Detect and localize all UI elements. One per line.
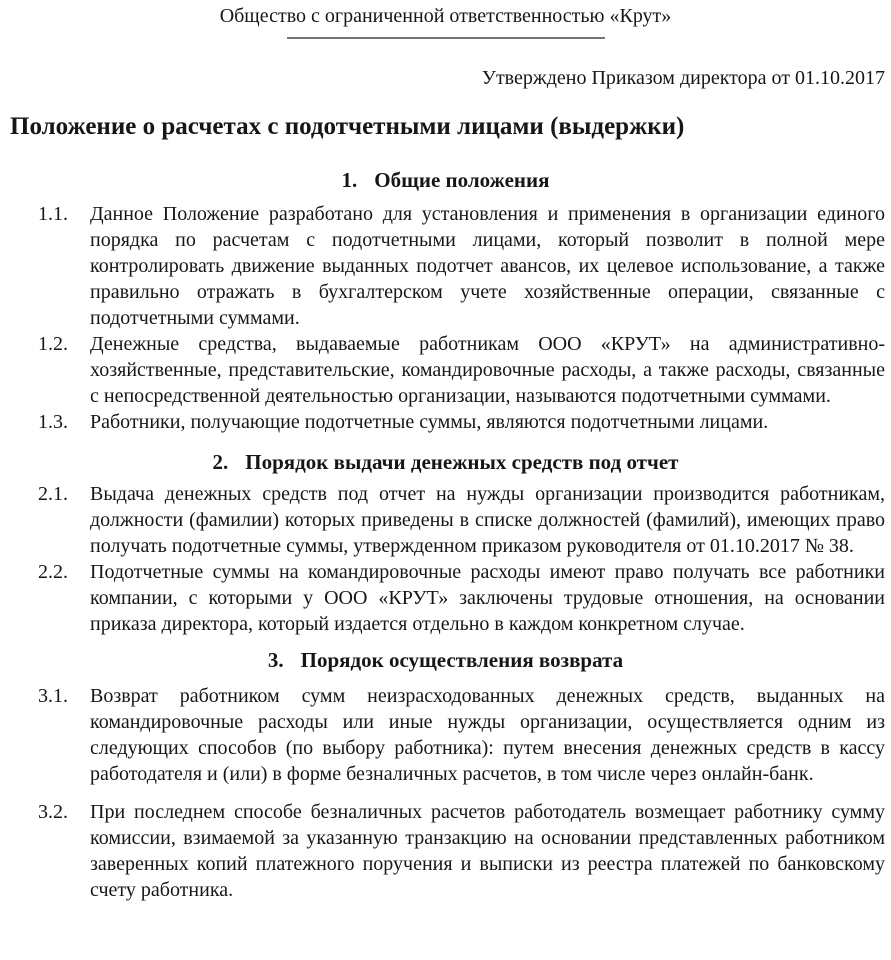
clause-3-1-number: 3.1. — [38, 685, 68, 707]
section-3-number: 3. — [267, 648, 284, 672]
section-1-number: 1. — [341, 168, 358, 192]
clause-2-2 — [6, 559, 885, 637]
approval-line: Утверждено Приказом директора от 01.10.2017 — [481, 67, 885, 89]
clause-1-1 — [6, 201, 885, 331]
section-2-title: Порядок выдачи денежных средств под отчет — [245, 450, 679, 474]
clause-1-1-text: Данное Положение разработано для установления и применения в организации единого порядка по расчетам с подотчетными лицами, который позволит в полной мере контролировать движение выданных подотчет авансов, их целевое использование, а также правильно отражать в бухгалтерском учете хозяйственные операции, связанные с подотчетными суммами. — [90, 203, 885, 329]
clause-1-3 — [6, 409, 885, 435]
section-3-heading — [6, 647, 885, 674]
clause-3-2-text: При последнем способе безналичных расчетов работодатель возмещает работнику сумму комиссии, взимаемой за указанную транзакцию на основании представленных работником заверенных копий платежного поручения и выписки из реестра платежей по банковскому счету работника. — [90, 801, 885, 901]
clause-3-2-number: 3.2. — [38, 801, 68, 823]
clause-3-2 — [6, 799, 885, 903]
clause-2-2-number: 2.2. — [38, 561, 68, 583]
clause-1-2 — [6, 331, 885, 409]
clause-2-2-text: Подотчетные суммы на командировочные расходы имеют право получать все работники компании, с которыми у ООО «КРУТ» заключены трудовые отношения, на основании приказа директора, который издается отдельно в каждом конкретном случае. — [90, 561, 885, 635]
clause-2-1 — [6, 481, 885, 559]
clause-3-1-text: Возврат работником сумм неизрасходованных денежных средств, выданных на командировочные расходы или иные нужды организации, осуществляется одним из следующих способов (по выбору работника): путем внесения денежных средств в кассу работодателя и (или) в форме безналичных расчетов, в том числе через онлайн-банк. — [90, 685, 885, 785]
document-title: Положение о расчетах с подотчетными лицами (выдержки) — [10, 113, 685, 140]
clause-2-1-number: 2.1. — [38, 483, 68, 505]
section-1-heading — [6, 167, 885, 194]
section-2-number: 2. — [212, 450, 229, 474]
section-1-title: Общие положения — [374, 168, 550, 192]
company-name: Общество с ограниченной ответственностью «Крут» — [219, 5, 672, 27]
clause-1-2-text: Денежные средства, выдаваемые работникам ООО «КРУТ» на административно-хозяйственные, представительские, командировочные расходы, а также расходы, связанные с непосредственной деятельностью организации, называются подотчетными суммами. — [90, 333, 885, 407]
clause-1-3-number: 1.3. — [38, 411, 68, 433]
clause-1-2-number: 1.2. — [38, 333, 68, 355]
clause-1-1-number: 1.1. — [38, 203, 68, 225]
section-2-heading — [6, 449, 885, 476]
signature-line — [287, 37, 605, 39]
clause-2-1-text: Выдача денежных средств под отчет на нужды организации производится работникам, должности (фамилии) которых приведены в списке должностей (фамилий), имеющих право получать подотчетные суммы, утвержденном приказом руководителя от 01.10.2017 № 38. — [90, 483, 885, 557]
section-3-title: Порядок осуществления возврата — [300, 648, 624, 672]
clause-3-1 — [6, 683, 885, 787]
clause-1-3-text: Работники, получающие подотчетные суммы, являются подотчетными лицами. — [90, 411, 769, 433]
